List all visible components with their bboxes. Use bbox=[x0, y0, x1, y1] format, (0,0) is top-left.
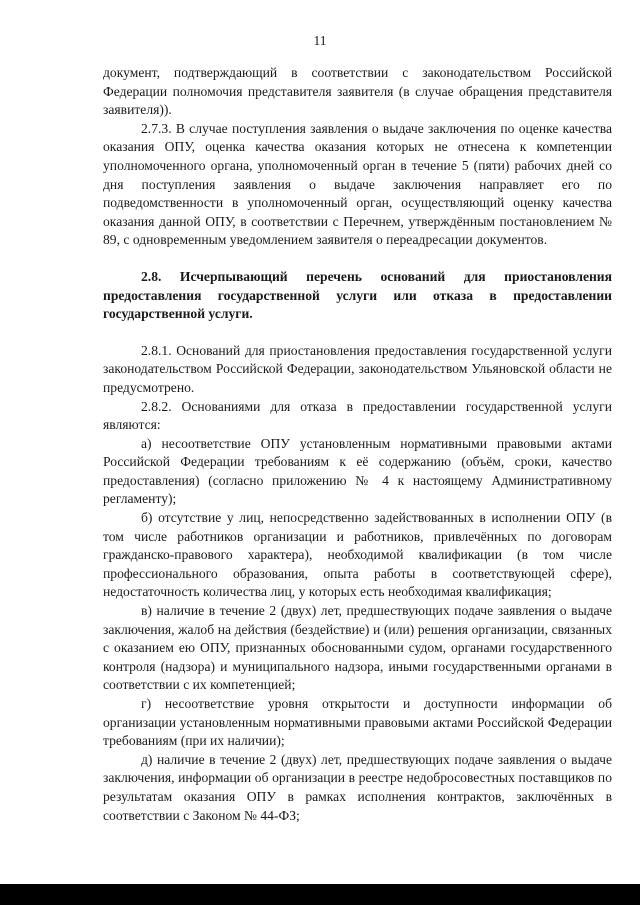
list-item-a: а) несоответствие ОПУ установленным нормативными правовыми актами Российской Федерации требованиям к её содержанию (объём, сроки, качество предоставления) (согласно приложению № 4 к настоящему Административному регламенту); bbox=[103, 435, 612, 507]
list-item-v: в) наличие в течение 2 (двух) лет, предшествующих подаче заявления о выдаче заключения, жалоб на действия (бездействие) и (или) решения организации, связанных с оказанием ею ОПУ, признанных обоснованными судом, органами государственного контроля (надзора) и муниципального надзора, иными государственными органами в соответствии с их компетенцией; bbox=[103, 603, 612, 693]
paragraph-2-8-1: 2.8.1. Оснований для приостановления предоставления государственной услуги законодательством Российской Федерации, законодательством Ульяновской области не предусмотрено. bbox=[103, 342, 612, 395]
scan-bottom-edge bbox=[0, 884, 640, 905]
page-number: 11 bbox=[313, 33, 327, 48]
paragraph-continuation: документ, подтверждающий в соответствии с законодательством Российской Федерации полномочия представителя заявителя (в случае обращения представителя заявителя)). bbox=[103, 65, 612, 118]
list-item-g: г) несоответствие уровня открытости и доступности информации об организации установленным нормативными правовыми актами Российской Федерации требованиям (при их наличии); bbox=[103, 696, 612, 749]
paragraph-2-7-3: 2.7.3. В случае поступления заявления о выдаче заключения по оценке качества оказания ОПУ, оценка качества оказания которых не отнесена к компетенции уполномоченного органа, уполномоченный орган в течение 5 (пяти) рабочих дней со дня поступления заявления о выдаче заключения направляет его по подведомственности в уполномоченный орган, осуществляющий оценку качества оказания данной ОПУ, в соответствии с Перечнем, утверждённым постановлением № 89, с одновременным уведомлением заявителя о переадресации документов. bbox=[103, 120, 612, 248]
document-body bbox=[103, 64, 612, 825]
list-item-b: б) отсутствие у лиц, непосредственно задействованных в исполнении ОПУ (в том числе работников организации и работников, привлечённых по договорам гражданско-правового характера), необходимой квалификации (в том числе профессионального образования, опыта работы в соответствующей сфере), недостаточность количества лиц, у которых есть необходимая квалификация; bbox=[103, 510, 612, 600]
list-item-d: д) наличие в течение 2 (двух) лет, предшествующих подаче заявления о выдаче заключения, информации об организации в реестре недобросовестных поставщиков по результатам оказания ОПУ в рамках исполнения контрактов, заключённых в соответствии с Законом № 44-ФЗ; bbox=[103, 751, 612, 823]
paragraph-2-8-2: 2.8.2. Основаниями для отказа в предоставлении государственной услуги являются: bbox=[103, 398, 612, 433]
section-heading-2-8: 2.8. Исчерпывающий перечень оснований для приостановления предоставления государственной услуги или отказа в предоставлении государственной услуги. bbox=[103, 268, 612, 322]
